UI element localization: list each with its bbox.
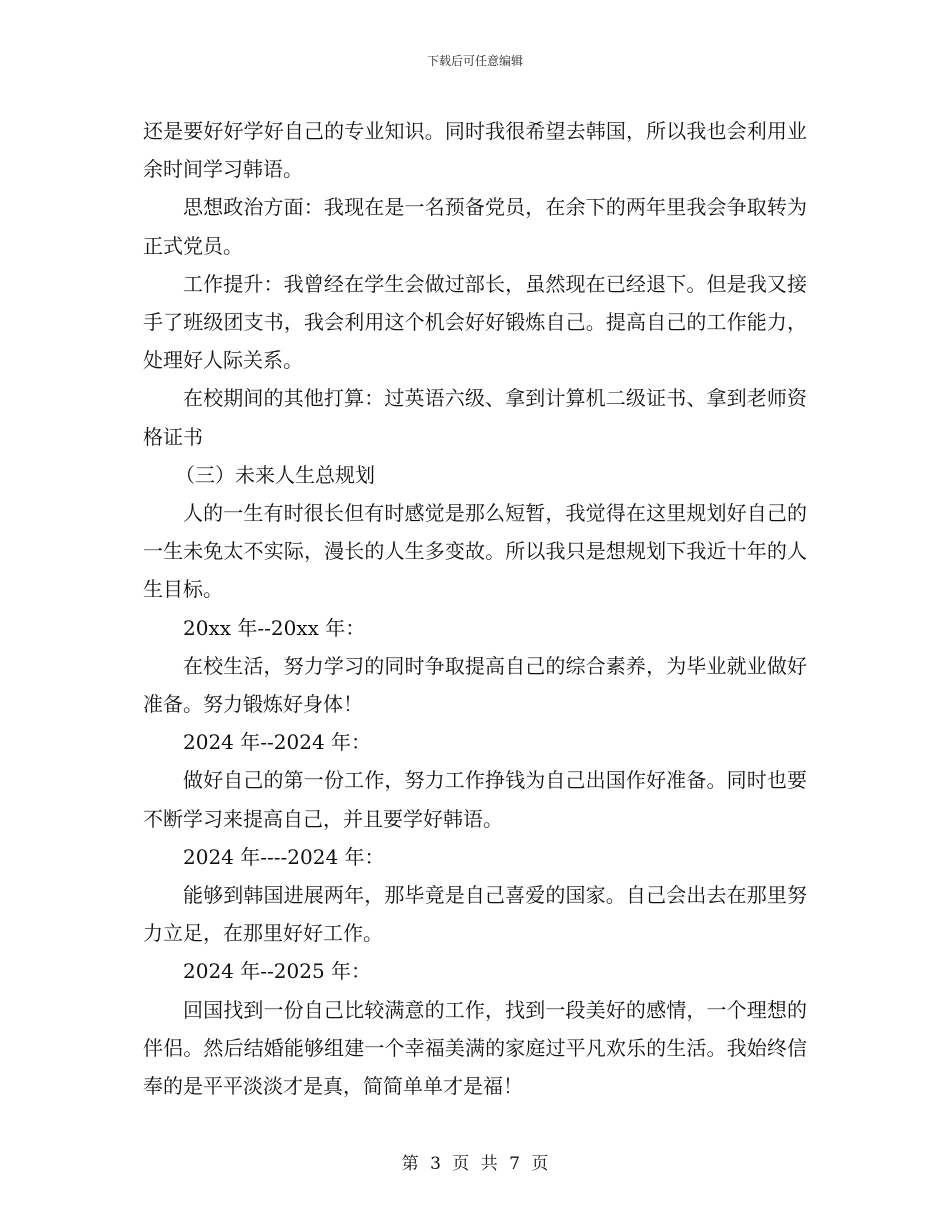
period-label-3: 2024 年----2024 年： [183, 844, 385, 869]
period-label-4: 2024 年--2025 年： [183, 959, 372, 984]
paragraph-work-improvement: 工作提升：我曾经在学生会做过部长，虽然现在已经退下。但是我又接手了班级团支书，我会利用这个机会好好锻炼自己。提高自己的工作能力，处理好人际关系。 [143, 271, 807, 373]
paragraph-other-plans: 在校期间的其他打算：过英语六级、拿到计算机二级证书、拿到老师资格证书 [143, 386, 807, 449]
paragraph-political-thought: 思想政治方面：我现在是一名预备党员，在余下的两年里我会争取转为正式党员。 [143, 195, 807, 258]
page-number-footer: 第 3 页 共 7 页 [401, 1154, 549, 1174]
paragraph-continued-study: 还是要好好学好自己的专业知识。同时我很希望去韩国，所以我也会利用业余时间学习韩语。 [143, 119, 807, 182]
page-header: 下载后可任意编辑 [426, 54, 523, 68]
section-heading-life-plan: （三）未来人生总规划 [175, 462, 375, 487]
document-body [143, 112, 807, 1105]
paragraph-life-intro: 人的一生有时很长但有时感觉是那么短暂，我觉得在这里规划好自己的一生未免太不实际，漫长的人生多变故。所以我只是想规划下我近十年的人生目标。 [143, 501, 807, 602]
paragraph-period-3: 能够到韩国进展两年，那毕竟是自己喜爱的国家。自己会出去在那里努力立足，在那里好好工作。 [143, 883, 807, 946]
paragraph-period-1: 在校生活，努力学习的同时争取提高自己的综合素养，为毕业就业做好准备。努力锻炼好身体！ [143, 653, 807, 717]
paragraph-period-2: 做好自己的第一份工作，努力工作挣钱为自己出国作好准备。同时也要不断学习来提高自己，并且要学好韩语。 [143, 768, 807, 831]
period-label-1: 20xx 年--20xx 年： [183, 615, 366, 640]
period-label-2: 2024 年--2024 年： [183, 730, 372, 755]
paragraph-period-4: 回国找到一份自己比较满意的工作，找到一段美好的感情，一个理想的伴侣。然后结婚能够组建一个幸福美满的家庭过平凡欢乐的生活。我始终信奉的是平平淡淡才是真，简简单单才是福！ [143, 997, 807, 1099]
